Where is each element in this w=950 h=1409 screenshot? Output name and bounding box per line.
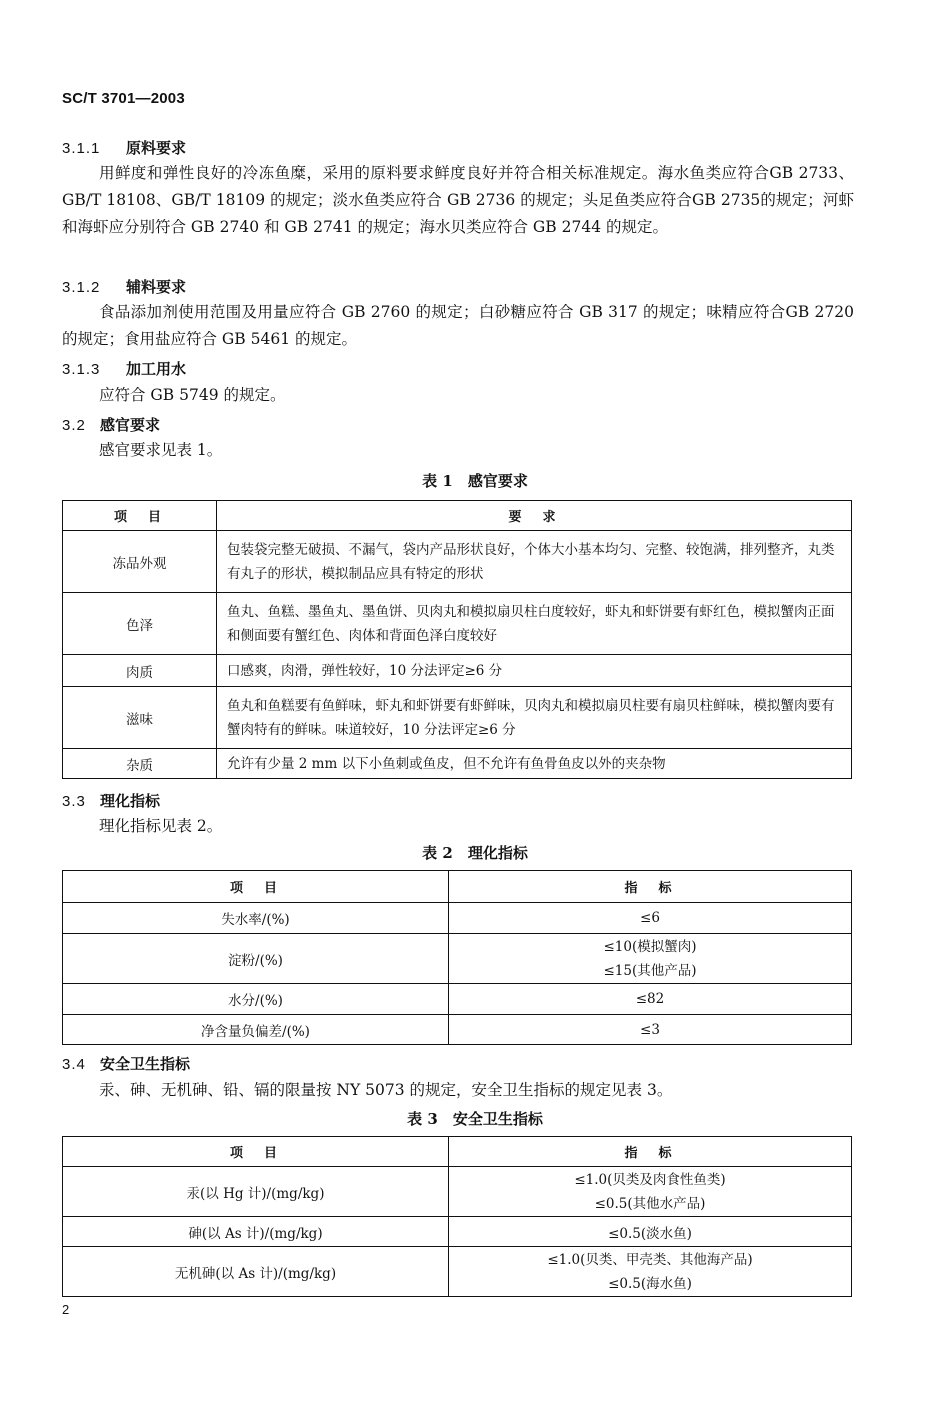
table-row (63, 934, 852, 984)
table1-item: 滋味 (63, 687, 217, 749)
section-number: 3.1.1 (62, 140, 101, 157)
table3-header-item: 项 目 (63, 1137, 449, 1167)
table1-header-req: 要 求 (217, 501, 852, 531)
table-row (63, 531, 852, 593)
table2-item: 净含量负偏差/(%) (63, 1015, 449, 1045)
table1-item: 冻品外观 (63, 531, 217, 593)
section-3-1-2-text: 食品添加剂使用范围及用量应符合 GB 2760 的规定；白砂糖应符合 GB 317 的规定；味精应符合GB 2720 的规定；食用盐应符合 GB 5461 的规定。 (62, 303, 854, 348)
table3-value (449, 1167, 852, 1217)
section-title: 感官要求 (100, 416, 161, 434)
table2-value: ≤82 (449, 984, 852, 1015)
section-title: 原料要求 (126, 139, 187, 157)
table1-req: 包装袋完整无破损、不漏气，袋内产品形状良好，个体大小基本均匀、完整、较饱满，排列整齐，丸类有丸子的形状，模拟制品应具有特定的形状 (217, 531, 852, 593)
table1-item: 色泽 (63, 593, 217, 655)
section-title: 理化指标 (100, 792, 161, 810)
section-number: 3.3 (62, 793, 86, 810)
table3-caption: 表 3 安全卫生指标 (407, 1110, 543, 1128)
table1-req: 口感爽，肉滑，弹性较好，10 分法评定≥6 分 (217, 655, 852, 687)
section-3-2-heading (62, 414, 160, 435)
table1-req: 鱼丸、鱼糕、墨鱼丸、墨鱼饼、贝肉丸和模拟扇贝柱白度较好，虾丸和虾饼要有虾红色，模拟蟹肉正面和侧面要有蟹红色、肉体和背面色泽白度较好 (217, 593, 852, 655)
table1-item: 杂质 (63, 749, 217, 779)
section-number: 3.2 (62, 417, 86, 434)
table-row (63, 1167, 852, 1217)
table-row (63, 687, 852, 749)
value-line: ≤1.0(贝类及肉食性鱼类) (574, 1171, 726, 1188)
table1-req: 允许有少量 2 mm 以下小鱼刺或鱼皮，但不允许有鱼骨鱼皮以外的夹杂物 (217, 749, 852, 779)
section-title: 辅料要求 (126, 278, 187, 296)
section-3-3-text: 理化指标见表 2。 (99, 817, 223, 835)
section-number: 3.1.3 (62, 361, 101, 378)
section-title: 加工用水 (126, 360, 187, 378)
table1-sensory (62, 500, 852, 779)
table3-value: ≤0.5(淡水鱼) (449, 1217, 852, 1247)
table-row (63, 1247, 852, 1297)
value-line: ≤1.0(贝类、甲壳类、其他海产品) (547, 1251, 753, 1268)
value-line: ≤0.5(其他水产品) (594, 1195, 706, 1212)
value-line: ≤15(其他产品) (603, 962, 697, 979)
page-number: 2 (62, 1302, 70, 1317)
table-row (63, 984, 852, 1015)
table2-header-item: 项 目 (63, 871, 449, 903)
section-number: 3.4 (62, 1056, 86, 1073)
section-3-1-3-text: 应符合 GB 5749 的规定。 (99, 386, 286, 404)
table-row (63, 903, 852, 934)
section-3-1-3-heading (62, 358, 186, 379)
table1-item: 肉质 (63, 655, 217, 687)
table-row (63, 749, 852, 779)
section-3-1-1-text: 用鲜度和弹性良好的冷冻鱼糜，采用的原料要求鲜度良好并符合相关标准规定。海水鱼类应符合GB 2733、GB/T 18108、GB/T 18109 的规定；淡水鱼类应符合 GB 2736 的规定；头足鱼类应符合GB 2735的规定；河虾和海虾应分别符合 GB 2740 和 GB 2741 的规定；海水贝类应符合 GB 2744 的规定。 (62, 164, 854, 236)
table2-value (449, 934, 852, 984)
table2-item: 水分/(%) (63, 984, 449, 1015)
section-3-4-heading (62, 1053, 190, 1074)
table2-item: 失水率/(%) (63, 903, 449, 934)
table2-value: ≤3 (449, 1015, 852, 1045)
table2-caption: 表 2 理化指标 (422, 844, 528, 862)
table3-safety (62, 1136, 852, 1297)
table-row (63, 1015, 852, 1045)
table2-value: ≤6 (449, 903, 852, 934)
standard-number: SC/T 3701—2003 (62, 90, 185, 107)
table2-item: 淀粉/(%) (63, 934, 449, 984)
table1-header-item: 项 目 (63, 501, 217, 531)
section-3-1-1-heading (62, 137, 186, 158)
table1-req: 鱼丸和鱼糕要有鱼鲜味，虾丸和虾饼要有虾鲜味，贝肉丸和模拟扇贝柱要有扇贝柱鲜味，模拟蟹肉要有蟹肉特有的鲜味。味道较好，10 分法评定≥6 分 (217, 687, 852, 749)
table-row (63, 1217, 852, 1247)
table-row (63, 593, 852, 655)
value-line: ≤10(模拟蟹肉) (603, 938, 697, 955)
table2-header-value: 指 标 (449, 871, 852, 903)
section-3-3-heading (62, 790, 160, 811)
table1-caption: 表 1 感官要求 (422, 472, 528, 490)
table3-header-value: 指 标 (449, 1137, 852, 1167)
section-3-2-text: 感官要求见表 1。 (99, 441, 223, 459)
table2-physchem (62, 870, 852, 1045)
section-title: 安全卫生指标 (100, 1055, 191, 1073)
section-number: 3.1.2 (62, 279, 101, 296)
table-row (63, 655, 852, 687)
section-3-1-2-heading (62, 276, 186, 297)
table3-item: 砷(以 As 计)/(mg/kg) (63, 1217, 449, 1247)
section-3-4-text: 汞、砷、无机砷、铅、镉的限量按 NY 5073 的规定，安全卫生指标的规定见表 3。 (99, 1081, 673, 1099)
value-line: ≤0.5(海水鱼) (608, 1275, 692, 1292)
table3-item: 汞(以 Hg 计)/(mg/kg) (63, 1167, 449, 1217)
table3-value (449, 1247, 852, 1297)
table3-item: 无机砷(以 As 计)/(mg/kg) (63, 1247, 449, 1297)
